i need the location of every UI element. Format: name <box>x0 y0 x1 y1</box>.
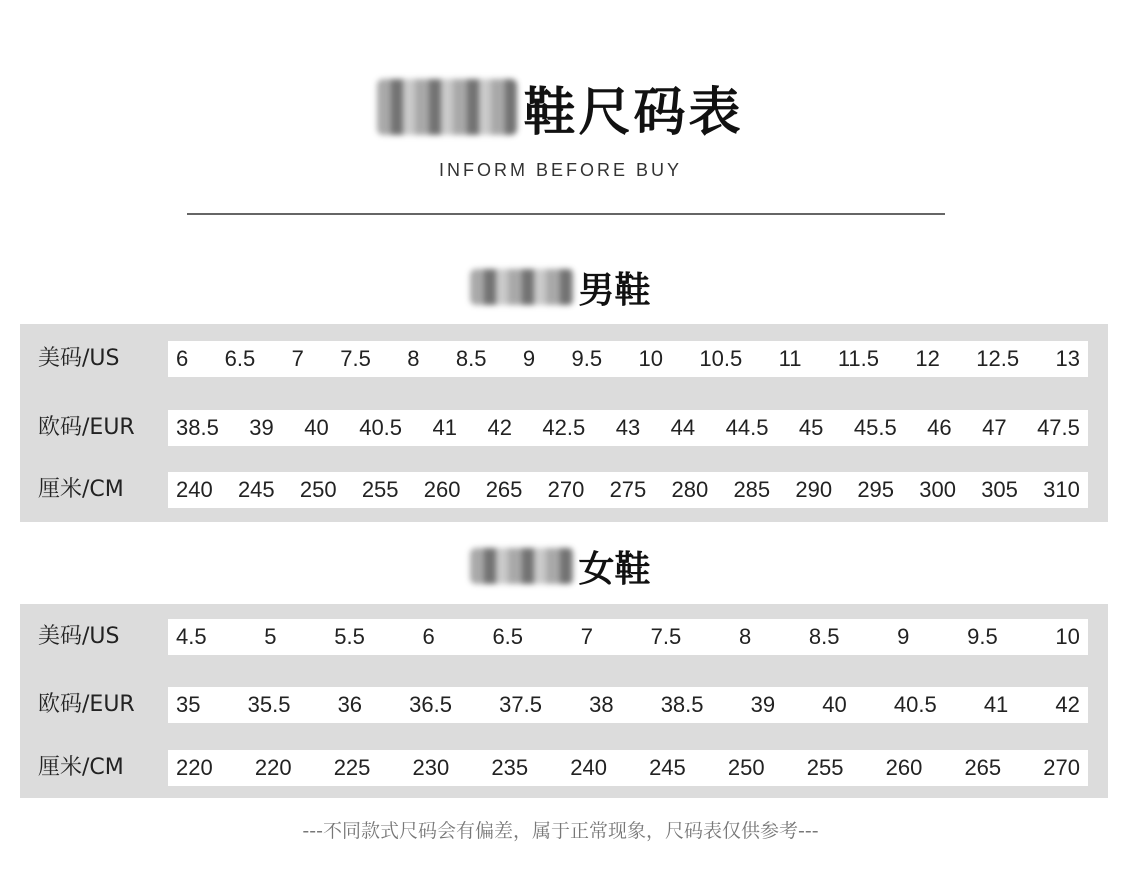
size-cell: 10 <box>638 346 663 371</box>
size-cell: 265 <box>964 755 1002 780</box>
size-cell: 40.5 <box>359 415 403 440</box>
size-cell: 42.5 <box>542 415 586 440</box>
size-cell: 12 <box>915 346 940 371</box>
size-cell: 270 <box>1043 755 1080 780</box>
women-us-label: 美码/US <box>38 624 120 649</box>
size-cell: 250 <box>727 755 765 780</box>
size-cell: 36.5 <box>409 692 452 717</box>
size-cell: 255 <box>361 477 399 502</box>
size-cell: 44.5 <box>725 415 769 440</box>
size-cell: 40 <box>822 692 847 717</box>
size-cell: 38.5 <box>660 692 704 717</box>
size-cell: 42 <box>487 415 512 440</box>
size-cell: 9.5 <box>571 346 603 371</box>
size-cell: 270 <box>547 477 585 502</box>
size-cell: 43 <box>615 415 641 440</box>
size-cell: 9.5 <box>967 624 998 649</box>
size-cell: 7 <box>580 624 593 649</box>
size-cell: 5.5 <box>334 624 365 649</box>
size-cell: 40.5 <box>893 692 937 717</box>
size-cell: 40 <box>304 415 329 440</box>
women-us-row <box>168 619 1088 655</box>
size-cell: 285 <box>733 477 771 502</box>
size-cell: 38 <box>589 692 614 717</box>
size-cell: 6 <box>176 346 189 371</box>
size-cell: 12.5 <box>976 346 1020 371</box>
size-cell: 240 <box>176 477 213 502</box>
size-cell: 46 <box>927 415 952 440</box>
size-cell: 5 <box>264 624 277 649</box>
size-cell: 245 <box>237 477 275 502</box>
men-us-row <box>168 341 1088 377</box>
size-cell: 38.5 <box>176 415 219 440</box>
size-cell: 6.5 <box>492 624 524 649</box>
size-cell: 36 <box>337 692 363 717</box>
women-eur-label: 欧码/EUR <box>38 692 135 717</box>
size-cell: 250 <box>299 477 337 502</box>
men-section-heading <box>0 262 1121 312</box>
size-cell: 235 <box>491 755 529 780</box>
men-heading-text: 男鞋 <box>578 269 651 311</box>
size-cell: 47 <box>982 415 1007 440</box>
size-cell: 44 <box>670 415 696 440</box>
men-cm-row <box>168 472 1088 508</box>
size-cell: 8.5 <box>455 346 487 371</box>
size-cell: 305 <box>981 477 1018 502</box>
size-cell: 245 <box>649 755 686 780</box>
size-cell: 280 <box>671 477 709 502</box>
size-cell: 10.5 <box>699 346 743 371</box>
men-us-label: 美码/US <box>38 346 120 371</box>
men-cm-label: 厘米/CM <box>38 477 124 502</box>
page-subtitle: INFORM BEFORE BUY <box>438 160 682 180</box>
women-cm-row <box>168 750 1088 786</box>
blurred-brand-logo <box>470 548 574 584</box>
size-cell: 11 <box>778 346 802 371</box>
size-cell: 45.5 <box>853 415 897 440</box>
men-eur-label: 欧码/EUR <box>38 415 135 440</box>
size-cell: 230 <box>412 755 450 780</box>
size-cell: 265 <box>485 477 523 502</box>
size-cell: 8.5 <box>808 624 840 649</box>
size-cell: 260 <box>885 755 923 780</box>
blurred-brand-logo <box>470 269 574 305</box>
size-cell: 47.5 <box>1037 415 1080 440</box>
disclaimer-note: ---不同款式尺码会有偏差，属于正常现象，尺码表仅供参考--- <box>302 820 819 842</box>
women-section-heading <box>0 541 1121 591</box>
size-cell: 6.5 <box>224 346 256 371</box>
size-cell: 9 <box>522 346 536 371</box>
women-heading-text: 女鞋 <box>578 548 651 590</box>
size-cell: 220 <box>254 755 292 780</box>
size-cell: 260 <box>423 477 461 502</box>
divider <box>187 213 945 215</box>
size-cell: 225 <box>333 755 371 780</box>
size-cell: 39 <box>249 415 274 440</box>
size-cell: 45 <box>798 415 824 440</box>
size-cell: 11.5 <box>837 346 880 371</box>
size-cell: 255 <box>806 755 844 780</box>
size-cell: 41 <box>432 415 457 440</box>
size-cell: 10 <box>1055 624 1080 649</box>
page-title <box>0 72 1121 142</box>
size-cell: 13 <box>1055 346 1080 371</box>
size-cell: 7.5 <box>340 346 371 371</box>
women-cm-label: 厘米/CM <box>38 755 124 780</box>
size-cell: 42 <box>1055 692 1080 717</box>
women-eur-row <box>168 687 1088 723</box>
size-cell: 300 <box>919 477 956 502</box>
size-cell: 295 <box>857 477 895 502</box>
size-cell: 6 <box>422 624 435 649</box>
size-cell: 310 <box>1043 477 1080 502</box>
size-cell: 220 <box>176 755 213 780</box>
size-cell: 9 <box>897 624 910 649</box>
size-cell: 39 <box>750 692 776 717</box>
size-cell: 7.5 <box>650 624 682 649</box>
size-cell: 290 <box>795 477 833 502</box>
size-cell: 37.5 <box>499 692 542 717</box>
size-cell: 4.5 <box>176 624 207 649</box>
title-text: 鞋尺码表 <box>523 82 744 143</box>
size-cell: 8 <box>738 624 752 649</box>
size-cell: 35 <box>176 692 201 717</box>
size-cell: 41 <box>983 692 1009 717</box>
size-cell: 275 <box>609 477 647 502</box>
men-eur-row <box>168 410 1088 446</box>
size-cell: 35.5 <box>247 692 291 717</box>
size-cell: 8 <box>407 346 420 371</box>
blurred-brand-logo <box>377 79 517 135</box>
size-cell: 240 <box>570 755 607 780</box>
size-cell: 7 <box>291 346 304 371</box>
